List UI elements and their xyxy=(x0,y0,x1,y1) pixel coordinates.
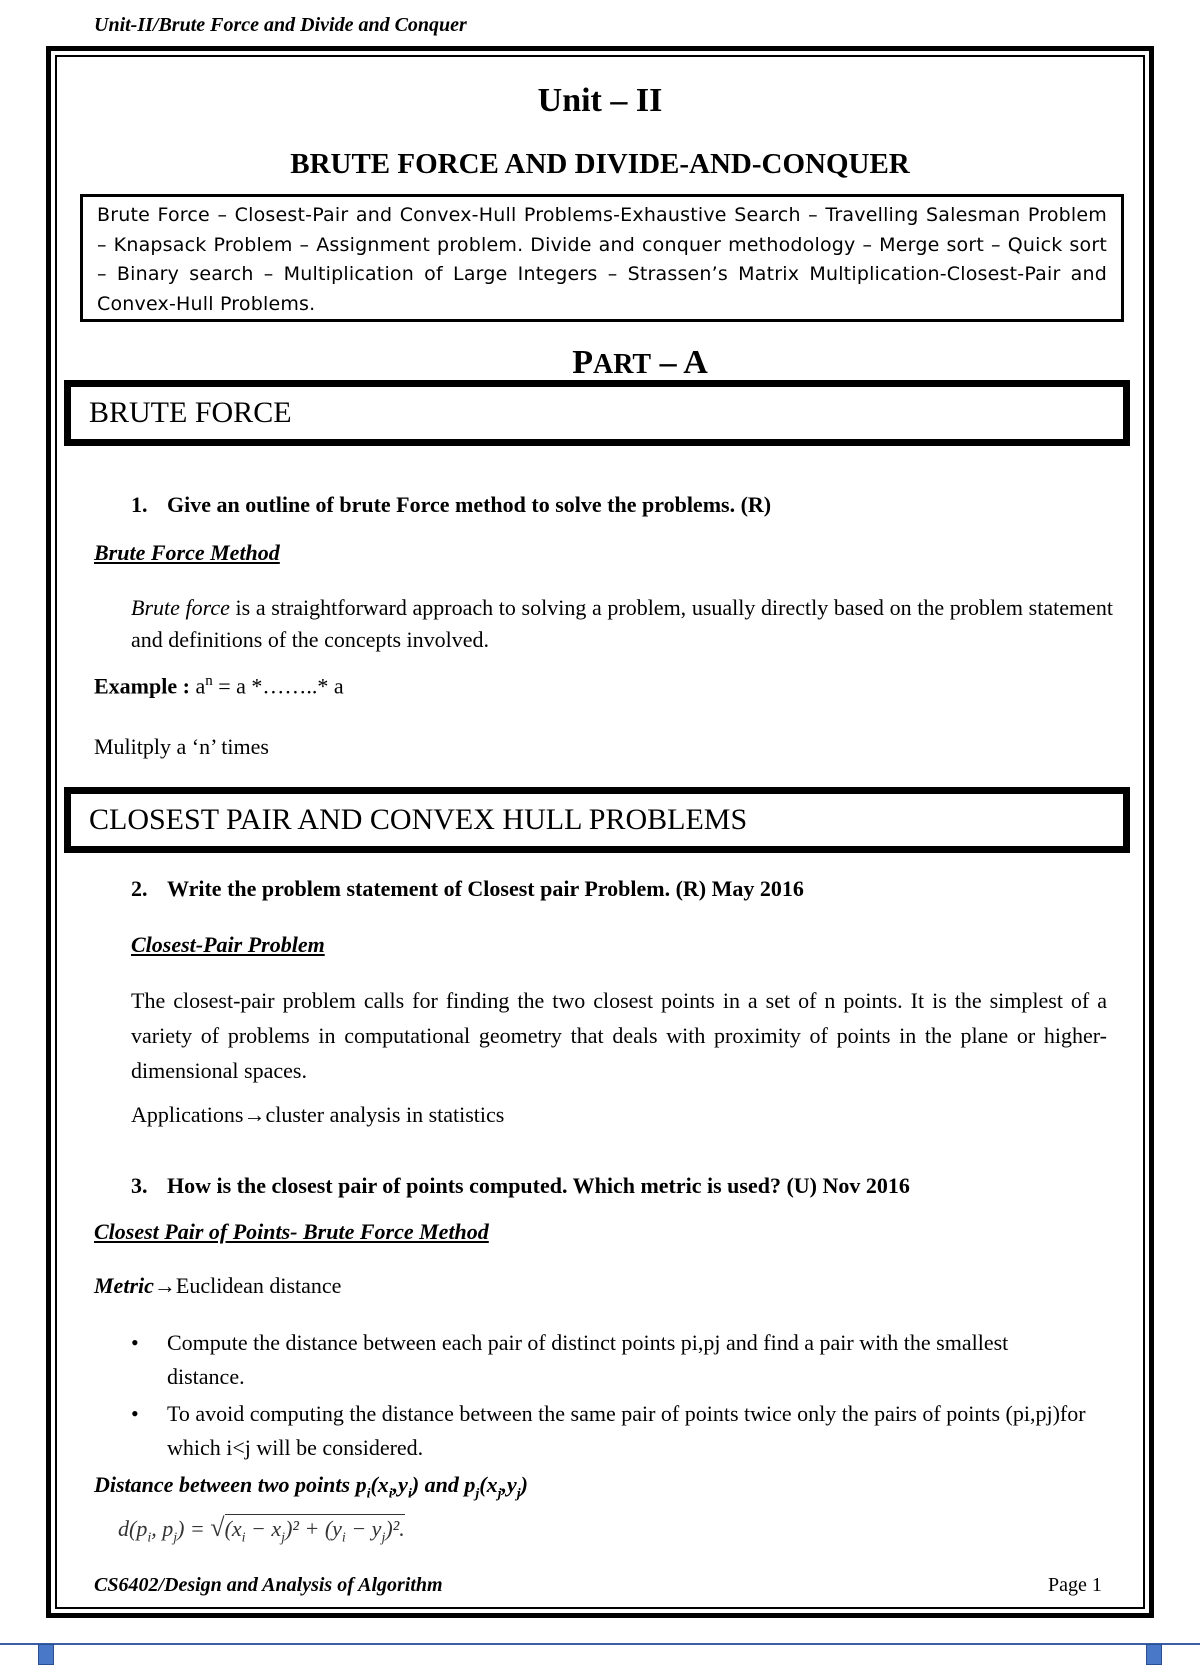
applications-line xyxy=(131,1102,504,1128)
point-i-sub: i xyxy=(366,1486,371,1502)
point-i-coords-sub-x: i xyxy=(388,1486,393,1502)
radicand-sub: j xyxy=(381,1530,386,1546)
list-item xyxy=(131,1326,1091,1394)
example-rest: = a *……..* a xyxy=(212,673,344,699)
multiply-note: Mulitply a ‘n’ times xyxy=(94,734,269,759)
point-j-coords-close: ) xyxy=(520,1472,528,1497)
radicand-sub: i xyxy=(241,1530,246,1546)
part-rest: ART xyxy=(592,349,652,380)
radicand-part: )². xyxy=(385,1516,405,1541)
section-heading-label: CLOSEST PAIR AND CONVEX HULL PROBLEMS xyxy=(89,803,748,836)
applications-value: cluster analysis in statistics xyxy=(265,1102,505,1127)
brute-force-definition xyxy=(131,592,1113,656)
brute-force-method-heading: Brute Force Method xyxy=(94,540,280,565)
section-heading-closest-pair xyxy=(64,787,1130,853)
radicand-part: (x xyxy=(224,1516,242,1541)
page-label: Page xyxy=(1048,1574,1087,1596)
point-i-coords-close: ) xyxy=(411,1472,420,1497)
radicand-part: )² + (y xyxy=(285,1516,342,1541)
definition-text: is a straightforward approach to solving a problem, usually directly based on the problem statement and definitions of the concepts involved. xyxy=(131,595,1113,652)
unit-title: Unit – II xyxy=(537,82,663,119)
ruler-bar xyxy=(0,1640,1200,1665)
list-item-text: Compute the distance between each pair of distinct points pi,pj and find a pair with the smallest distance. xyxy=(167,1330,1009,1389)
metric-value: Euclidean distance xyxy=(175,1273,342,1298)
footer-course: CS6402/Design and Analysis of Algorithm xyxy=(94,1574,443,1596)
question-number: 1. xyxy=(131,492,148,517)
point-j: p xyxy=(464,1472,476,1497)
formula-radicand xyxy=(224,1514,405,1546)
sqrt-icon: √ xyxy=(210,1513,225,1542)
ruler-right-margin-marker[interactable] xyxy=(1146,1644,1162,1665)
radicand-sub: j xyxy=(281,1530,286,1546)
formula-lhs-sub-j: j xyxy=(173,1530,178,1546)
point-i-coords-sub-y: i xyxy=(407,1486,412,1502)
radicand-part: − x xyxy=(245,1516,282,1541)
bullet-list xyxy=(131,1326,1091,1465)
example-line xyxy=(94,673,344,699)
ruler-line xyxy=(0,1643,1200,1645)
question-2 xyxy=(131,876,804,902)
syllabus-text: Brute Force – Closest-Pair and Convex-Hull Problems-Exhaustive Search – Travelling Salesman Problem – Knapsack Problem – Assignment problem. Divide and conquer methodology – Merge sort – Quick sort – Binary search – Multiplication of Large Integers – Strassen’s Matrix Multiplication-Closest-Pair and Convex-Hull Problems. xyxy=(97,204,1107,315)
ruler-left-margin-marker[interactable] xyxy=(38,1644,54,1665)
syllabus-box xyxy=(80,194,1124,322)
example-exponent: n xyxy=(205,673,213,689)
distance-heading xyxy=(94,1472,528,1502)
bullet-icon: • xyxy=(131,1330,139,1355)
bullet-icon: • xyxy=(131,1401,139,1426)
metric-label: Metric xyxy=(94,1273,154,1298)
radicand-sub: i xyxy=(341,1530,346,1546)
question-text: How is the closest pair of points computed. Which metric is used? (U) Nov 2016 xyxy=(167,1173,910,1198)
formula-lhs: d(p xyxy=(118,1516,148,1541)
formula-equals: ) = xyxy=(177,1516,211,1541)
closest-pair-description: The closest-pair problem calls for finding the two closest points in a set of n points. It is the simplest of a variety of problems in computational geometry that deals with proximity of points in the plane or higher-dimensional spaces. xyxy=(131,988,1107,1083)
footer-page xyxy=(1048,1574,1102,1597)
point-j-coords-sub-x: j xyxy=(497,1486,502,1502)
part-first-letter: P xyxy=(572,344,593,381)
metric-line xyxy=(94,1273,341,1299)
point-j-coords-y: ,y xyxy=(501,1472,517,1497)
point-j-sub: j xyxy=(475,1486,480,1502)
part-title xyxy=(0,344,1200,382)
arrow-right-icon: → xyxy=(243,1102,266,1127)
question-3 xyxy=(131,1173,910,1199)
question-number: 2. xyxy=(131,876,148,901)
radicand-part: − y xyxy=(345,1516,382,1541)
and-word: and xyxy=(419,1472,465,1497)
distance-heading-text: Distance between two points xyxy=(94,1472,351,1497)
closest-pair-brute-force-heading: Closest Pair of Points- Brute Force Method xyxy=(94,1219,489,1244)
example-label: Example : xyxy=(94,673,190,699)
closest-pair-problem-heading: Closest-Pair Problem xyxy=(131,932,325,957)
point-j-coords: (x xyxy=(479,1472,498,1497)
example-base: a xyxy=(195,673,206,699)
point-i: p xyxy=(355,1472,367,1497)
list-item xyxy=(131,1397,1091,1465)
question-text: Write the problem statement of Closest pair Problem. (R) May 2016 xyxy=(167,876,804,901)
distance-formula xyxy=(118,1513,405,1546)
chapter-title: BRUTE FORCE AND DIVIDE-AND-CONQUER xyxy=(290,148,910,180)
running-header: Unit-II/Brute Force and Divide and Conquer xyxy=(94,14,467,36)
point-i-coords-y: ,y xyxy=(392,1472,408,1497)
point-j-coords-sub-y: j xyxy=(516,1486,521,1502)
list-item-text: To avoid computing the distance between the same pair of points twice only the pairs of points (pi,pj)for which i<j will be considered. xyxy=(167,1401,1086,1460)
page-number: 1 xyxy=(1091,1574,1102,1596)
formula-lhs-mid: , p xyxy=(151,1516,174,1541)
definition-term: Brute force xyxy=(131,595,230,620)
applications-label: Applications xyxy=(131,1102,244,1127)
section-heading-label: BRUTE FORCE xyxy=(89,396,292,429)
arrow-right-icon: → xyxy=(153,1273,176,1298)
point-i-coords: (x xyxy=(370,1472,389,1497)
part-suffix: – A xyxy=(659,344,708,381)
question-1 xyxy=(131,492,771,518)
question-number: 3. xyxy=(131,1173,148,1198)
question-text: Give an outline of brute Force method to solve the problems. (R) xyxy=(167,492,772,517)
section-heading-brute-force xyxy=(64,380,1130,446)
formula-lhs-sub-i: i xyxy=(147,1530,152,1546)
